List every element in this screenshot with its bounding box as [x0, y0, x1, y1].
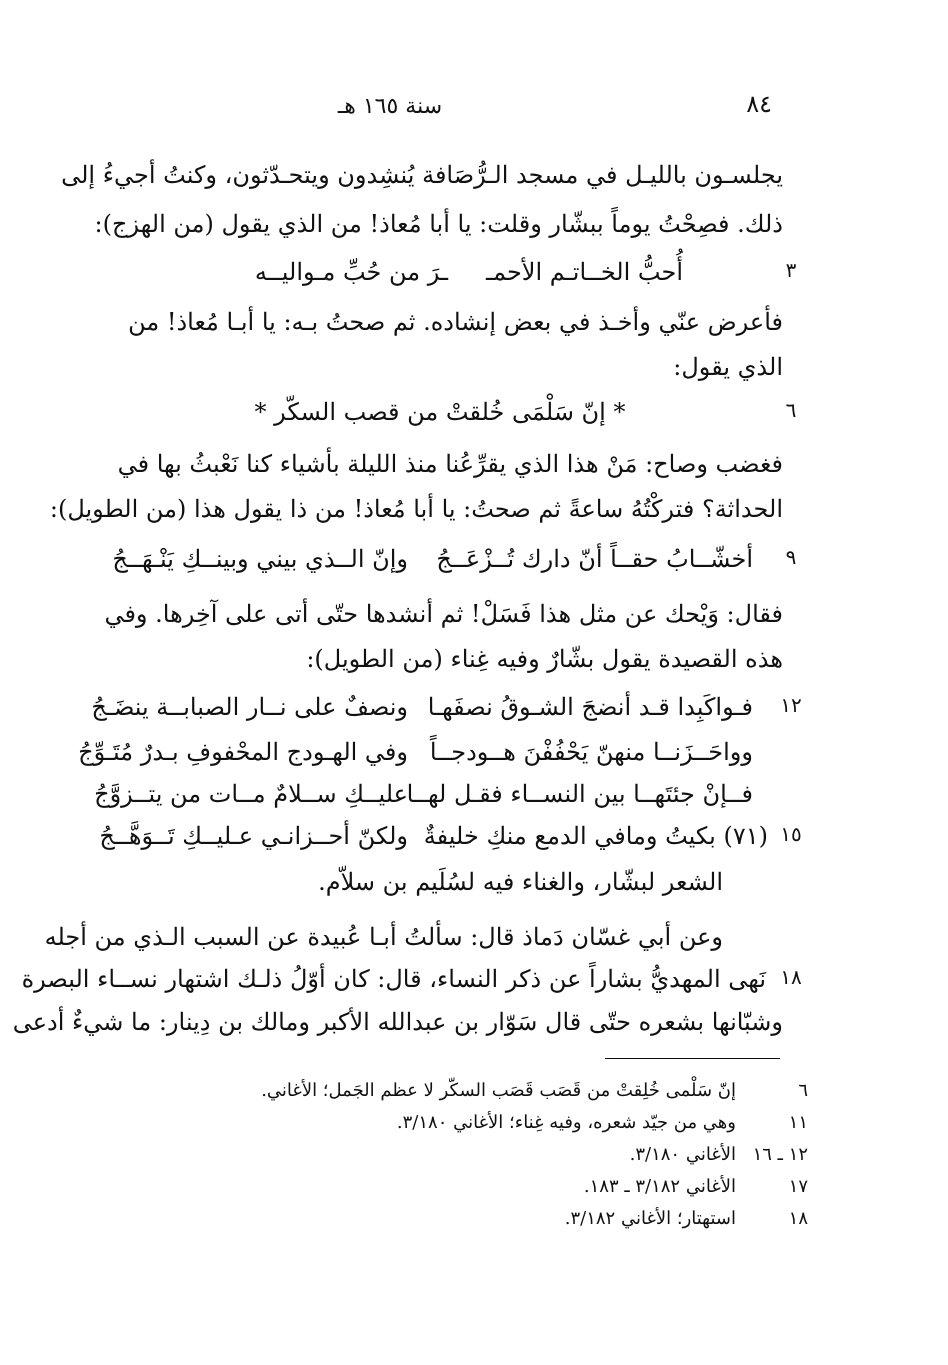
footnote-text: إنّ سَلْمى خُلِقتْ من قَصَب قَصَب السكّر لا عظم الجَمل؛ الأغاني.	[261, 1080, 736, 1101]
footnote-text: وهي من جيّد شعره، وفيه غِناء؛ الأغاني ٣/١٨٠.	[396, 1112, 736, 1133]
paragraph-line: الشعر لبشّار، والغناء فيه لسُلَيم بن سلاّم.	[318, 868, 723, 896]
line-number: ٣	[785, 258, 797, 282]
paragraph-line: وعن أبي غسّان دَماذ قال: سألتُ أبـا عُبيدة عن السبب الـذي من أجله	[44, 923, 723, 951]
verse-hemistich-first: وواحَــزَنــا منهنّ يَحْفُفْنَ هــودجــاً	[429, 738, 753, 766]
paragraph-line: نَهى المهديُّ بشاراً عن ذكر النساء، قال: كان أوّلُ ذلـك اشتهار نســاء البصرة	[21, 965, 766, 993]
footnote-number: ٦	[798, 1080, 808, 1101]
verse-hemistich-first: (٧١) بكيتُ ومافي الدمع منكِ خليفةٌ	[423, 822, 768, 850]
footnote-number: ١٧	[788, 1176, 808, 1197]
header-year: سنة ١٦٥ هـ	[337, 94, 443, 119]
footnote-number: ١١	[788, 1112, 808, 1133]
paragraph-line: فغضب وصاح: مَنْ هذا الذي يقرِّعُنا منذ الليلة بأشياء كنا نَعْبثُ بها في	[117, 450, 783, 478]
footnote-text: الأغاني ٣/١٨٠.	[629, 1144, 736, 1165]
verse-hemistich-second: ـرَ من حُبِّ مـواليــه	[254, 258, 448, 286]
line-number: ١٥	[780, 822, 802, 846]
footnote-number: ١٢ ـ ١٦	[752, 1144, 808, 1165]
line-number: ٩	[785, 545, 797, 569]
verse-hemistich-first: أخشّــابُ حقــاً أنّ دارك تُــزْعَــجُ	[436, 545, 753, 573]
verse-hemistich-first: فــإنْ جئتَهــا بين النســاء فقـل لهــا	[406, 780, 753, 808]
verse-hemistich-second: عليــكِ ســلامٌ مــات من يتــزوَّجُ	[94, 780, 408, 808]
verse-hemistich-second: ونصفٌ على نــار الصبابــة ينضَـجُ	[91, 693, 408, 721]
paragraph-line: فقال: وَيْحك عن مثل هذا فَسَلْ! ثم أنشدها حتّى أتى على آخِرها. وفي	[104, 600, 783, 628]
verse-hemistich-first: فـواكَبِدا قـد أنضجَ الشـوقُ نصفَهـا	[427, 693, 753, 721]
line-number: ٦	[785, 398, 797, 422]
paragraph-line: يجلسـون بالليـل في مسجد الـرُّصَافة يُنشِدون ويتحـدّثون، وكنتُ أجيءُ إلى	[61, 161, 783, 189]
paragraph-line: ذلك. فصِحْتُ يوماً ببشّار وقلت: يا أبا مُعاذ! من الذي يقول (من الهزج):	[94, 210, 783, 238]
paragraph-line: فأعرض عنّي وأخـذ في بعض إنشاده. ثم صحتُ بـه: يا أبـا مُعاذ! من	[128, 308, 783, 336]
line-number: ١٨	[780, 965, 802, 989]
verse-hemistich-second: وإنّ الــذي بيني وبينــكِ يَنْـهَــجُ	[112, 545, 408, 573]
line-number: ١٢	[780, 693, 802, 717]
verse-hemistich-first: أُحبُّ الخــاتـم الأحمـ	[486, 258, 683, 286]
verse-fragment: * إنّ سَلْمَى خُلقتْ من قصب السكّر *	[254, 398, 626, 426]
footnote-number: ١٨	[788, 1208, 808, 1229]
paragraph-line: وشبّانها بشعره حتّى قال سَوّار بن عبدالله الأكبر ومالك بن دِينار: ما شيءٌ أدعى	[12, 1008, 783, 1036]
verse-hemistich-second: وفي الهـودج المحْفوفِ بـدرٌ مُتَـوِّجُ	[78, 738, 408, 766]
paragraph-line: الحداثة؟ فتركْتُهُ ساعةً ثم صحتُ: يا أبا مُعاذ! من ذا يقول هذا (من الطويل):	[49, 495, 783, 523]
footnote-text: الأغاني ٣/١٨٢ ـ ١٨٣.	[583, 1176, 736, 1197]
verse-hemistich-second: ولكنّ أحــزانـي عـليــكِ تَــوَهَّــجُ	[99, 822, 408, 850]
page-number: ٨٤	[746, 90, 772, 118]
footnote-separator	[605, 1058, 780, 1059]
footnote-text: استهتار؛ الأغاني ٣/١٨٢.	[564, 1208, 736, 1229]
paragraph-line: الذي يقول:	[673, 353, 783, 381]
paragraph-line: هذه القصيدة يقول بشّارٌ وفيه غِناء (من الطويل):	[306, 645, 783, 673]
